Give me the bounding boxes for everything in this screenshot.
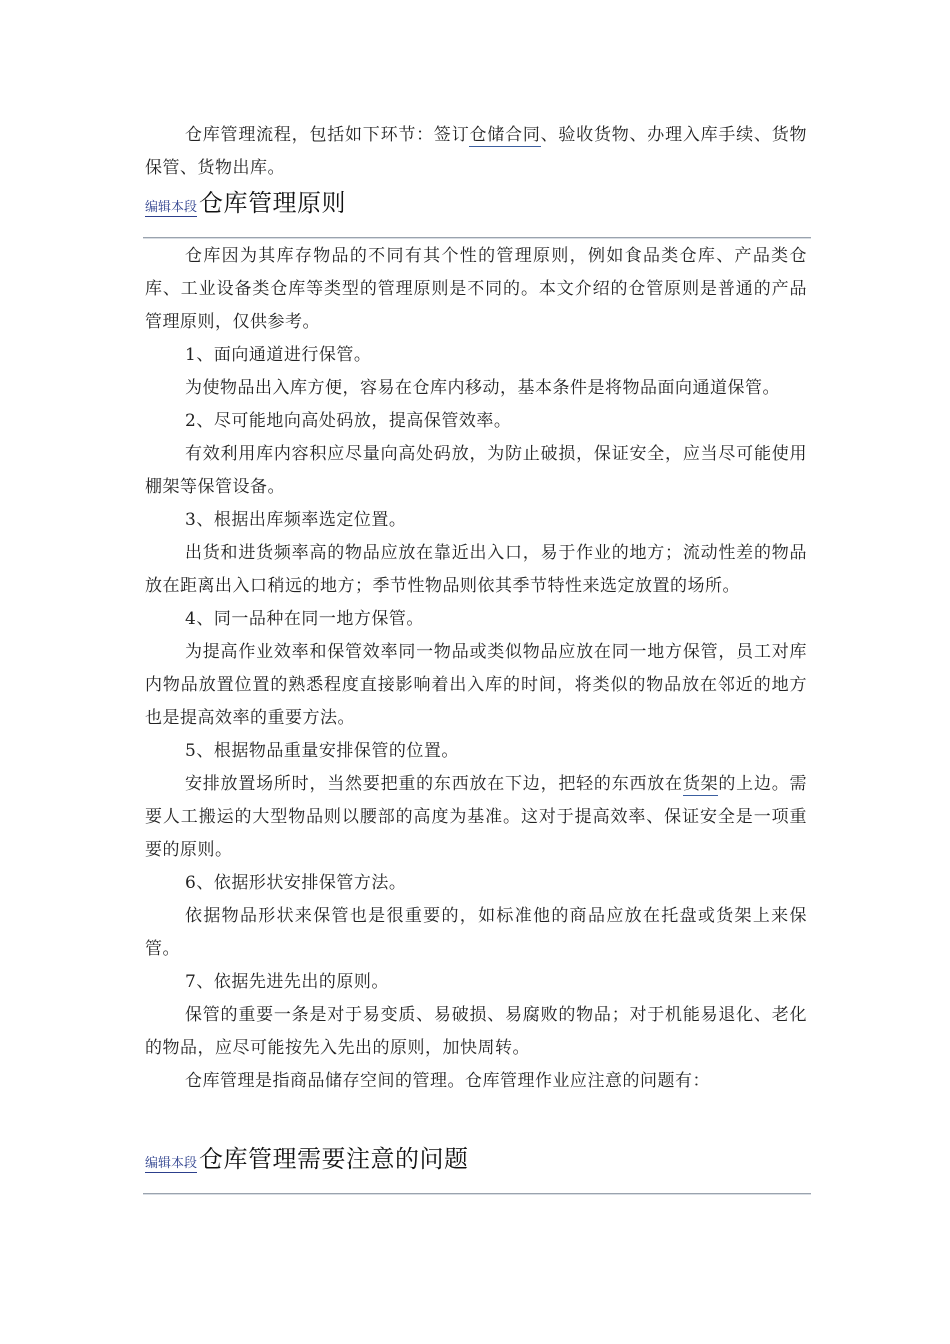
principle-7-title: 7、依据先进先出的原则。 — [185, 972, 389, 992]
principle-1-body: 为使物品出入库方便，容易在仓库内移动，基本条件是将物品面向通道保管。 — [185, 378, 780, 398]
section1-heading — [145, 183, 811, 218]
shelf-link[interactable]: 货架 — [682, 774, 719, 794]
section-title: 仓库管理原则 — [199, 189, 347, 217]
principle-6-title: 6、依据形状安排保管方法。 — [185, 873, 407, 893]
principle-1-title: 1、面向通道进行保管。 — [185, 345, 372, 365]
section-divider — [143, 237, 811, 238]
section-intro-paragraph: 仓库因为其库存物品的不同有其个性的管理原则，例如食品类仓库、产品类仓库、工业设备类仓库等类型的管理原则是不同的。本文介绍的仓管原则是普通的产品管理原则，仅供参考。 — [145, 246, 807, 332]
section-title: 仓库管理需要注意的问题 — [199, 1145, 469, 1173]
principle-5-text-before: 安排放置场所时，当然要把重的东西放在下边，把轻的东西放在 — [185, 774, 683, 794]
principle-4-body: 为提高作业效率和保管效率同一物品或类似物品应放在同一地方保管，员工对库内物品放置位置的熟悉程度直接影响着出入库的时间，将类似的物品放在邻近的地方也是提高效率的重要方法。 — [145, 642, 807, 728]
edit-section-link[interactable]: 编辑本段 — [145, 1156, 198, 1171]
principle-6-body: 依据物品形状来保管也是很重要的，如标准他的商品应放在托盘或货架上来保管。 — [145, 906, 807, 959]
intro-text-after: 、验收货物、办理入库手续、货物保管、货物出库。 — [145, 125, 808, 178]
section-divider — [143, 1193, 811, 1194]
principle-3-body: 出货和进货频率高的物品应放在靠近出入口，易于作业的地方；流动性差的物品放在距离出入口稍远的地方；季节性物品则依其季节特性来选定放置的场所。 — [145, 543, 807, 596]
principle-3-title: 3、根据出库频率选定位置。 — [185, 510, 407, 530]
principle-5-title: 5、根据物品重量安排保管的位置。 — [185, 741, 459, 761]
principle-5-body — [145, 768, 807, 867]
section1-body — [145, 240, 807, 1098]
principle-2-title: 2、尽可能地向高处码放，提高保管效率。 — [185, 411, 512, 431]
intro-text-before: 仓库管理流程，包括如下环节：签订 — [185, 125, 470, 145]
closing-paragraph: 仓库管理是指商品储存空间的管理。仓库管理作业应注意的问题有： — [185, 1071, 710, 1091]
principle-4-title: 4、同一品种在同一地方保管。 — [185, 609, 424, 629]
principle-2-body: 有效利用库内容积应尽量向高处码放，为防止破损，保证安全，应当尽可能使用棚架等保管设备。 — [145, 444, 807, 497]
edit-section-link[interactable]: 编辑本段 — [145, 200, 198, 215]
warehouse-contract-link[interactable]: 仓储合同 — [469, 125, 541, 145]
principle-5-text-after: 的上边。需要人工搬运的大型物品则以腰部的高度为基准。这对于提高效率、保证安全是一项重要的原则。 — [145, 774, 808, 860]
principle-7-body: 保管的重要一条是对于易变质、易破损、易腐败的物品；对于机能易退化、老化的物品，应尽可能按先入先出的原则，加快周转。 — [145, 1005, 807, 1058]
section2-heading — [145, 1139, 811, 1174]
intro-block — [145, 119, 807, 185]
intro-paragraph — [145, 119, 807, 185]
